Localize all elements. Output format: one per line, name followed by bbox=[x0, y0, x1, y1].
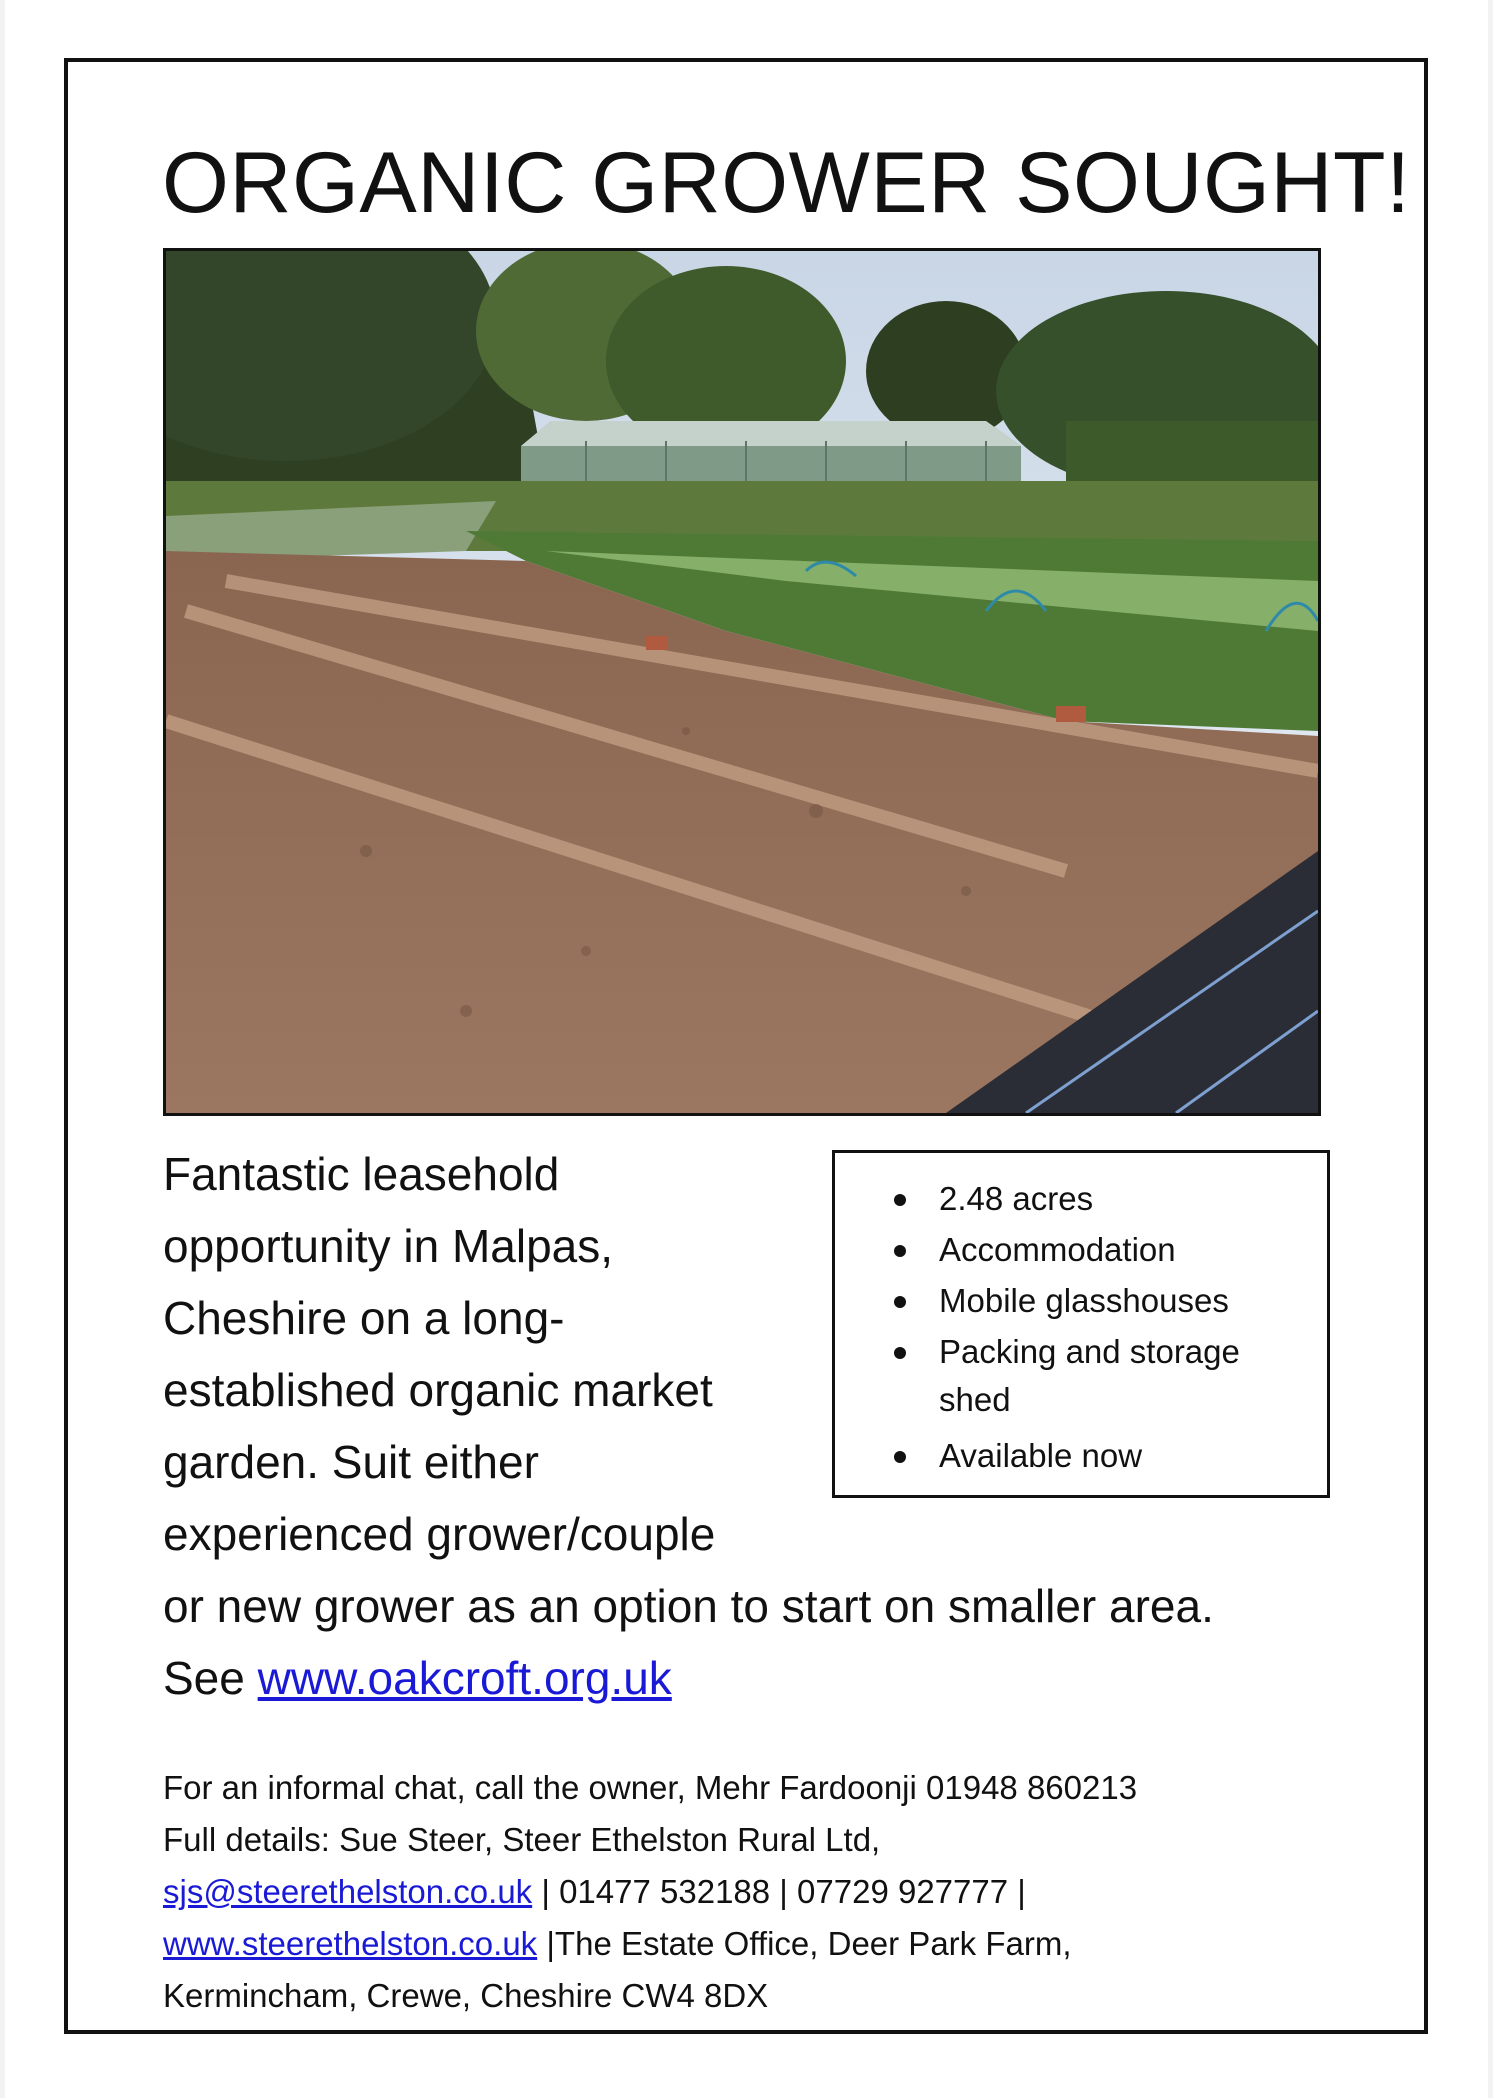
bullet-icon bbox=[894, 1451, 906, 1463]
intro-line: or new grower as an option to start on smaller area. bbox=[163, 1580, 1214, 1632]
bullet-icon bbox=[894, 1245, 906, 1257]
intro-line: opportunity in Malpas, bbox=[163, 1220, 614, 1272]
see-prefix: See bbox=[163, 1652, 258, 1704]
feature-item: 2.48 acres bbox=[939, 1175, 1307, 1223]
see-website-line bbox=[163, 1642, 1343, 1714]
owner-contact-line: For an informal chat, call the owner, Mehr Fardoonji 01948 860213 bbox=[163, 1769, 1138, 1806]
intro-line: experienced grower/couple bbox=[163, 1508, 716, 1560]
feature-item: Accommodation bbox=[939, 1226, 1307, 1274]
feature-item: Available now bbox=[939, 1432, 1307, 1480]
features-box bbox=[832, 1150, 1330, 1498]
bullet-icon bbox=[894, 1194, 906, 1206]
intro-line: garden. Suit either bbox=[163, 1436, 539, 1488]
address-part-1: |The Estate Office, Deer Park Farm, bbox=[537, 1925, 1072, 1962]
oakcroft-website-link[interactable]: www.oakcroft.org.uk bbox=[257, 1652, 672, 1704]
agent-website-link[interactable]: www.steerethelston.co.uk bbox=[163, 1925, 538, 1962]
agent-email-link[interactable]: sjs@steerethelston.co.uk bbox=[163, 1873, 533, 1910]
features-list bbox=[835, 1153, 1327, 1480]
email-phone-line bbox=[163, 1866, 1313, 1918]
contact-details bbox=[163, 1762, 1313, 2022]
bullet-icon bbox=[894, 1347, 906, 1359]
intro-line: Cheshire on a long- bbox=[163, 1292, 565, 1344]
bullet-icon bbox=[894, 1296, 906, 1308]
intro-line: established organic market bbox=[163, 1364, 713, 1416]
feature-item: Mobile glasshouses bbox=[939, 1277, 1307, 1325]
intro-line: Fantastic leasehold bbox=[163, 1148, 560, 1200]
phone-numbers: | 01477 532188 | 07729 927777 | bbox=[532, 1873, 1026, 1910]
market-garden-photo bbox=[163, 248, 1321, 1116]
address-part-2: Kermincham, Crewe, Cheshire CW4 8DX bbox=[163, 1977, 769, 2014]
agent-line: Full details: Sue Steer, Steer Ethelston Rural Ltd, bbox=[163, 1821, 881, 1858]
agent-website-line bbox=[163, 1918, 1313, 1970]
feature-item: Packing and storage shed bbox=[939, 1328, 1259, 1424]
poster-title: ORGANIC GROWER SOUGHT! bbox=[162, 135, 1411, 231]
